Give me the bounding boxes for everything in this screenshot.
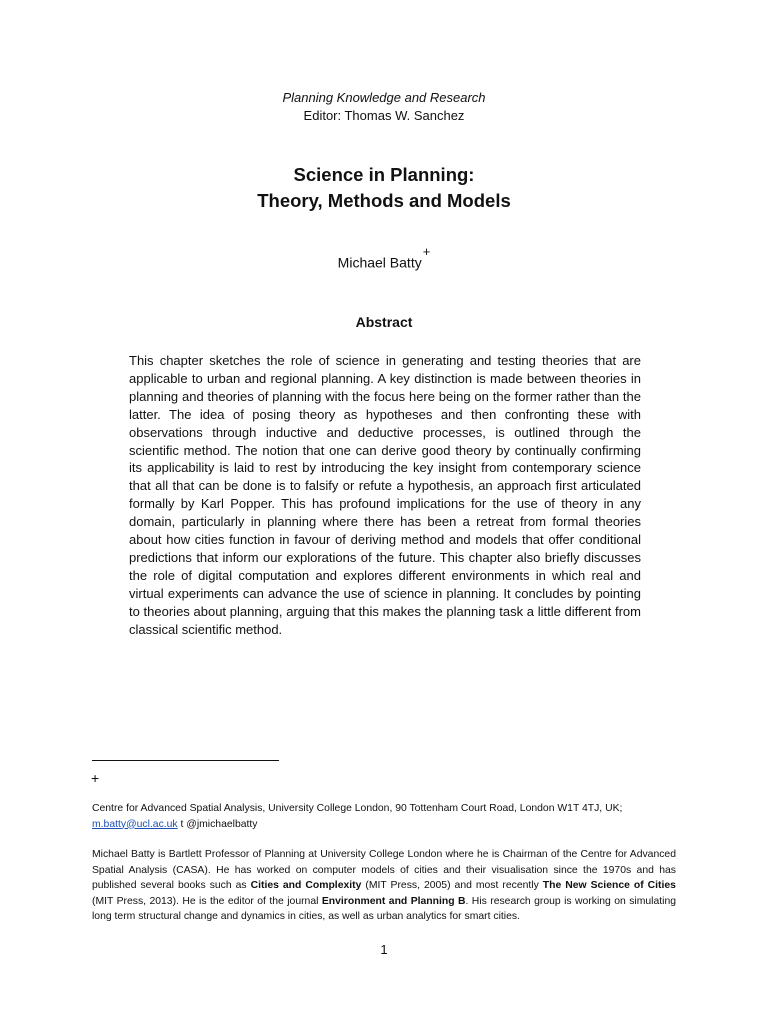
bio-journal: Environment and Planning B — [321, 895, 466, 907]
author-bio — [92, 847, 676, 925]
twitter-handle: t @jmichaelbatty — [177, 818, 258, 830]
bio-text-4: . His research group is working on simulating long term structural change and dynamics in cities, as well as urban analytics for smart cities. — [92, 895, 677, 922]
bio-book-1: Cities and Complexity — [250, 880, 362, 891]
paper-title-line-2: Theory, Methods and Models — [257, 190, 511, 211]
footnote-affiliation — [92, 801, 676, 832]
author-footnote-mark: + — [422, 244, 431, 259]
editor-line: Editor: Thomas W. Sanchez — [303, 108, 465, 123]
email-link[interactable]: m.batty@ucl.ac.uk — [92, 818, 178, 830]
footnote-divider — [92, 760, 279, 761]
affiliation-text: Centre for Advanced Spatial Analysis, University College London, 90 Tottenham Court Road, London W1T 4TJ, UK; — [92, 803, 623, 814]
bio-book-2: The New Science of Cities — [542, 880, 676, 891]
abstract-heading: Abstract — [355, 314, 413, 330]
page-number: 1 — [380, 942, 388, 957]
bio-text-1: Michael Batty is Bartlett Professor of Planning at University College London where he is Chairman of the Centre for Advanced Spatial Analysis (CASA). He has worked on computer models of cities and their visualisation since the 1970s and has published several books such as — [92, 849, 676, 891]
bio-text-2: (MIT Press, 2005) and most recently — [361, 880, 543, 891]
footnote-mark: + — [91, 770, 100, 786]
author-line — [0, 244, 768, 273]
paper-title — [0, 162, 768, 214]
author-name: Michael Batty — [337, 254, 422, 271]
series-title: Planning Knowledge and Research — [282, 90, 486, 105]
paper-title-line-1: Science in Planning: — [293, 164, 475, 185]
bio-text-3: (MIT Press, 2013). He is the editor of the journal — [92, 895, 322, 907]
abstract-text: This chapter sketches the role of science in generating and testing theories that are applicable to urban and regional planning. A key distinction is made between theories in planning and theories of planning with the focus here being on the former rather than the latter. The idea of posing theory as hypotheses and then confronting these with observations through inductive and deductive processes, is outlined through the scientific method. The notion that one can derive good theory by continually confirming its applicability is laid to rest by introducing the key insight from contemporary science that all that can be done is to falsify or refute a hypothesis, an approach first articulated formally by Karl Popper. This has profound implications for the use of theory in any domain, particularly in planning where there has been a retreat from formal theories about how cities function in favour of deriving method and models that offer conditional predictions that inform our explorations of the future. This chapter also briefly discusses the role of digital computation and explores different environments in which real and virtual experiments can advance the use of science in planning. It concludes by pointing to theories about planning, arguing that this makes the planning task a little different from classical scientific method. — [129, 353, 641, 637]
